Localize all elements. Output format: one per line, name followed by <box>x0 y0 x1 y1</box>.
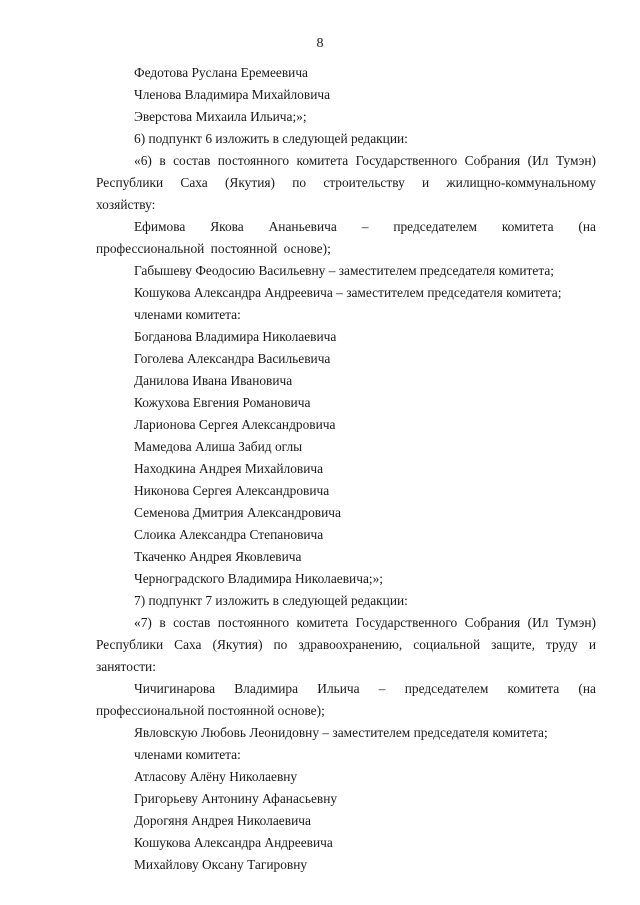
list-item: Ларионова Сергея Александровича <box>134 417 336 432</box>
list-item: Слоика Александра Степановича <box>134 527 324 542</box>
list-item: Черноградского Владимира Николаевича;»; <box>134 571 384 586</box>
list-item: Эверстова Михаила Ильича;»; <box>134 109 307 124</box>
committee-paragraph: «6) в состав постоянного комитета Государственного Собрания (Ил Тумэн) Республики Саха (Якутия) по строительству и жилищно-коммунальному хозяйству: <box>96 153 596 212</box>
list-item: Григорьеву Антонину Афанасьевну <box>134 791 338 806</box>
chair-paragraph: Чичигинарова Владимира Ильича – председателем комитета (на профессиональной постоянной основе); <box>96 681 596 718</box>
list-item: Атласову Алёну Николаевну <box>134 769 298 784</box>
deputy-paragraph: Габышеву Феодосию Васильевну – заместителем председателя комитета; <box>134 263 555 278</box>
list-item: Мамедова Алиша Забид оглы <box>134 439 303 454</box>
list-item: Дорогяня Андрея Николаевича <box>134 813 311 828</box>
list-item: Данилова Ивана Ивановича <box>134 373 293 388</box>
list-item: Семенова Дмитрия Александровича <box>134 505 341 520</box>
committee-paragraph: «7) в состав постоянного комитета Государственного Собрания (Ил Тумэн) Республики Саха (Якутия) по здравоохранению, социальной защите, труду и занятости: <box>96 615 596 674</box>
list-item: Находкина Андрея Михайловича <box>134 461 324 476</box>
deputy-paragraph: Кошукова Александра Андреевича – заместителем председателя комитета; <box>134 285 562 300</box>
list-item: Кошукова Александра Андреевича <box>134 835 333 850</box>
page-number: 8 <box>316 36 324 51</box>
subclause-heading: 7) подпункт 7 изложить в следующей редакции: <box>134 593 408 608</box>
list-item: Кожухова Евгения Романовича <box>134 395 311 410</box>
subclause-heading: 6) подпункт 6 изложить в следующей редакции: <box>134 131 408 146</box>
list-item: Членова Владимира Михайловича <box>134 87 331 102</box>
list-item: Федотова Руслана Еремеевича <box>134 65 308 80</box>
document-body <box>96 62 596 876</box>
chair-paragraph: Ефимова Якова Ананьевича – председателем комитета (на профессиональной постоянной основе); <box>96 219 596 256</box>
list-item: Михайлову Оксану Тагировну <box>134 857 308 872</box>
members-heading: членами комитета: <box>134 747 241 762</box>
members-heading: членами комитета: <box>134 307 241 322</box>
list-item: Богданова Владимира Николаевича <box>134 329 337 344</box>
list-item: Никонова Сергея Александровича <box>134 483 330 498</box>
list-item: Гоголева Александра Васильевича <box>134 351 331 366</box>
list-item: Ткаченко Андрея Яковлевича <box>134 549 302 564</box>
deputy-paragraph: Явловскую Любовь Леонидовну – заместителем председателя комитета; <box>134 725 548 740</box>
